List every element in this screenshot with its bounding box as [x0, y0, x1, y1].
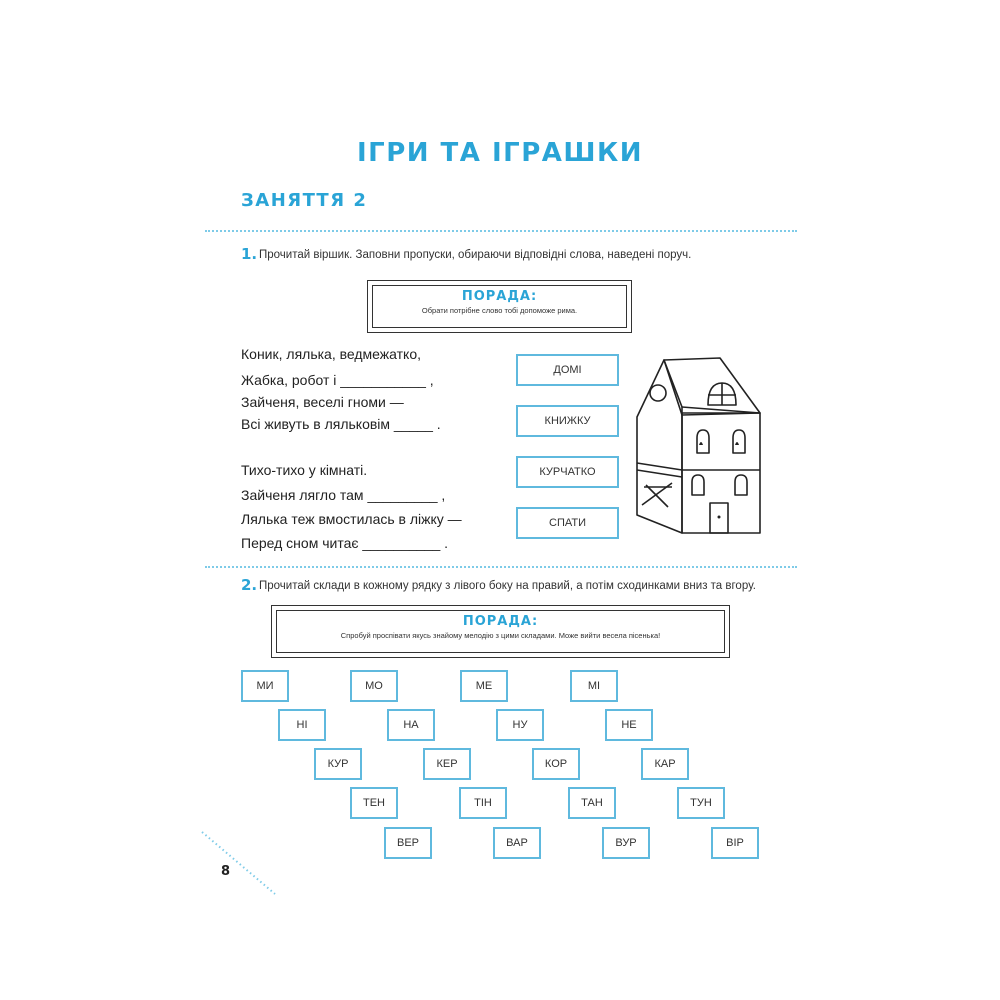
dollhouse-illustration	[622, 355, 767, 540]
poem-line-8: Перед сном читає __________ .	[241, 535, 449, 551]
syllable-box[interactable]: КЕР	[423, 748, 471, 780]
syllable-box[interactable]: НУ	[496, 709, 544, 741]
syllable-box[interactable]: ТУН	[677, 787, 725, 819]
poem-line-3: Зайченя, веселі гноми —	[241, 394, 404, 410]
task2-tip-box	[271, 605, 730, 658]
syllable-box[interactable]: ТАН	[568, 787, 616, 819]
poem-line-6: Зайченя лягло там _________ ,	[241, 487, 446, 503]
task2-tip-text: Спробуй проспівати якусь знайому мелодію з цими складами. Може вийти весела пісенька!	[340, 631, 661, 640]
lesson-heading: ЗАНЯТТЯ 2	[241, 190, 368, 211]
word-option-kurchatko[interactable]: КУРЧАТКО	[516, 456, 619, 488]
poem-line-7: Лялька теж вмостилась в ліжку —	[241, 511, 462, 527]
word-option-domi[interactable]: ДОМІ	[516, 354, 619, 386]
syllable-box[interactable]: МІ	[570, 670, 618, 702]
syllable-box[interactable]: ВАР	[493, 827, 541, 859]
divider-middle	[205, 566, 797, 568]
task2-number: 2.	[241, 576, 258, 594]
word-option-spaty[interactable]: СПАТИ	[516, 507, 619, 539]
corner-dots-decoration	[200, 828, 280, 898]
word-option-knyzhku[interactable]: КНИЖКУ	[516, 405, 619, 437]
syllable-box[interactable]: НІ	[278, 709, 326, 741]
syllable-box[interactable]: МО	[350, 670, 398, 702]
task2-instruction: Прочитай склади в кожному рядку з лівого боку на правий, а потім сходинками вниз та вгору.	[259, 580, 756, 592]
syllable-box[interactable]: НА	[387, 709, 435, 741]
syllable-box[interactable]: ВІР	[711, 827, 759, 859]
syllable-box[interactable]: НЕ	[605, 709, 653, 741]
syllable-box[interactable]: КОР	[532, 748, 580, 780]
page-number: 8	[221, 864, 231, 879]
syllable-box[interactable]: МИ	[241, 670, 289, 702]
task1-tip-box	[367, 280, 632, 333]
page-title: ІГРИ ТА ІГРАШКИ	[356, 138, 644, 168]
syllable-box[interactable]: ТЕН	[350, 787, 398, 819]
task1-tip-text: Обрати потрібне слово тобі допоможе рима.	[421, 306, 578, 315]
syllable-box[interactable]: ТІН	[459, 787, 507, 819]
poem-line-1: Коник, лялька, ведмежатко,	[241, 346, 422, 362]
task1-instruction: Прочитай віршик. Заповни пропуски, обираючи відповідні слова, наведені поруч.	[259, 249, 692, 261]
poem-line-2: Жабка, робот і ___________ ,	[241, 372, 434, 388]
syllable-box[interactable]: КУР	[314, 748, 362, 780]
poem-line-5: Тихо-тихо у кімнаті.	[241, 462, 368, 478]
task1-tip-title: ПОРАДА:	[461, 289, 538, 304]
syllable-box[interactable]: МЕ	[460, 670, 508, 702]
task1-number: 1.	[241, 245, 258, 263]
syllable-box[interactable]: ВЕР	[384, 827, 432, 859]
divider-top	[205, 230, 797, 232]
task2-tip-title: ПОРАДА:	[462, 614, 539, 629]
syllable-box[interactable]: ВУР	[602, 827, 650, 859]
poem-line-4: Всі живуть в ляльковім _____ .	[241, 416, 441, 432]
syllable-box[interactable]: КАР	[641, 748, 689, 780]
